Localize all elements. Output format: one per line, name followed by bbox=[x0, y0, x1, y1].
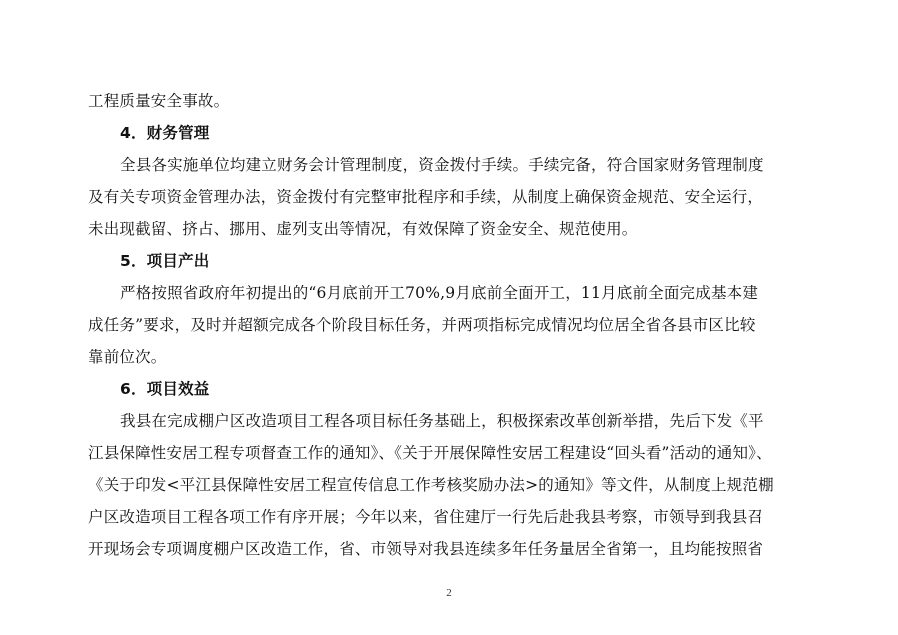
body-text-line: 严格按照省政府年初提出的“6月底前开工70%,9月底前全面开工，11月底前全面完成基本建 bbox=[120, 284, 759, 302]
section-heading-project-output: 5．项目产出 bbox=[120, 252, 210, 270]
page-number: 2 bbox=[446, 587, 452, 599]
body-text-line: 开现场会专项调度棚户区改造工作，省、市领导对我县连续多年任务量居全省第一，且均能按照省 bbox=[88, 540, 764, 558]
section-heading-financial-management: 4．财务管理 bbox=[120, 124, 210, 142]
body-text-line: 靠前位次。 bbox=[88, 348, 167, 366]
body-text-line: 成任务”要求，及时并超额完成各个阶段目标任务，并两项指标完成情况均位居全省各县市区比较 bbox=[88, 316, 756, 334]
body-text-line: 我县在完成棚户区改造项目工程各项目标任务基础上，积极探索改革创新举措，先后下发《平 bbox=[120, 412, 764, 430]
body-text-line: 江县保障性安居工程专项督查工作的通知》、《关于开展保障性安居工程建设“回头看”活动的通知》、 bbox=[88, 444, 772, 462]
section-heading-project-benefits: 6．项目效益 bbox=[120, 380, 210, 398]
body-text-line: 全县各实施单位均建立财务会计管理制度，资金拨付手续。手续完备，符合国家财务管理制度 bbox=[120, 156, 764, 174]
body-text-line: 工程质量安全事故。 bbox=[88, 92, 230, 110]
body-text-line: 《关于印发<平江县保障性安居工程宣传信息工作考核奖励办法>的通知》等文件，从制度上规范棚 bbox=[88, 476, 774, 494]
body-text-line: 户区改造项目工程各项工作有序开展；今年以来，省住建厅一行先后赴我县考察，市领导到我县召 bbox=[88, 508, 764, 526]
body-text-line: 及有关专项资金管理办法，资金拨付有完整审批程序和手续，从制度上确保资金规范、安全运行， bbox=[88, 188, 764, 206]
body-text-line: 未出现截留、挤占、挪用、虚列支出等情况，有效保障了资金安全、规范使用。 bbox=[88, 220, 638, 238]
